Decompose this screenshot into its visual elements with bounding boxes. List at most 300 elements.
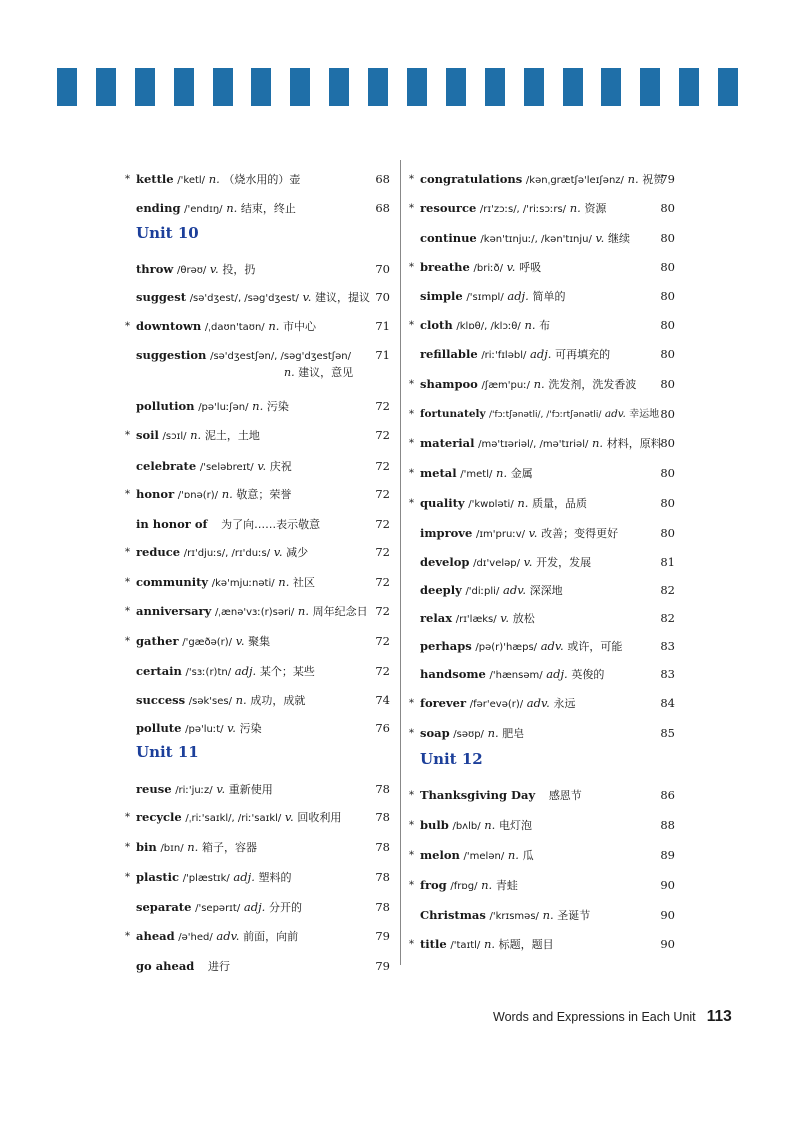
entry-part-of-speech: v.: [235, 634, 245, 648]
key-word-star-icon: *: [409, 698, 414, 709]
entry-word: pollute: [136, 721, 182, 735]
entry-meaning: 周年纪念日: [312, 605, 368, 618]
key-word-star-icon: *: [125, 606, 130, 617]
entry-part-of-speech: n.: [208, 172, 220, 186]
vocab-entry: [136, 262, 255, 278]
entry-phonetic: /'diːpli/: [465, 586, 500, 597]
vocab-entry: [136, 201, 296, 217]
entry-page-ref: 81: [660, 555, 675, 569]
page-footer: [493, 1006, 732, 1026]
vocab-entry: [136, 290, 370, 306]
entry-part-of-speech: n.: [487, 726, 499, 740]
entry-word: downtown: [136, 319, 202, 333]
entry-meaning: 质量，品质: [532, 497, 588, 510]
vocab-entry: [125, 545, 309, 561]
entry-phonetic: /'kwɒləti/: [468, 499, 514, 510]
entry-phonetic: /səʊp/: [453, 729, 484, 740]
vocab-entry: [125, 575, 315, 591]
entry-page-ref: 71: [375, 348, 390, 362]
entry-word: deeply: [420, 583, 462, 597]
entry-word: soap: [420, 726, 450, 740]
entry-phonetic: /'ketl/: [177, 175, 206, 186]
key-word-star-icon: *: [125, 812, 130, 823]
entry-part-of-speech: v.: [302, 290, 312, 304]
entry-part-of-speech: n.: [517, 496, 529, 510]
entry-meaning: 进行: [208, 960, 230, 973]
entry-part-of-speech: adj.: [530, 347, 552, 361]
entry-phonetic: /kənˌgrætʃə'leɪʃənz/: [525, 175, 624, 186]
entry-meaning: 继续: [607, 232, 630, 245]
key-word-star-icon: *: [409, 203, 414, 214]
vocab-entry: [409, 318, 551, 334]
entry-part-of-speech: n.: [496, 466, 508, 480]
column-divider: [400, 160, 401, 965]
entry-meaning: 分开的: [268, 901, 302, 914]
unit-12-heading: Unit 12: [420, 750, 483, 768]
key-word-star-icon: *: [409, 409, 414, 420]
entry-part-of-speech: n.: [235, 693, 247, 707]
entry-page-ref: 80: [660, 407, 675, 421]
key-word-star-icon: *: [409, 939, 414, 950]
entry-word: suggest: [136, 290, 187, 304]
entry-part-of-speech: n.: [278, 575, 290, 589]
entry-phonetic: /sə'dʒest/, /səg'dʒest/: [189, 293, 299, 304]
vocab-entry: [420, 611, 535, 627]
entry-word: relax: [420, 611, 453, 625]
entry-word: continue: [420, 231, 477, 245]
entry-meaning: 深深地: [529, 584, 563, 597]
entry-word: pollution: [136, 399, 195, 413]
header-stripe-block: [407, 68, 427, 106]
entry-page-ref: 80: [660, 201, 675, 215]
key-word-star-icon: *: [125, 636, 130, 647]
entry-part-of-speech: v.: [209, 262, 219, 276]
entry-phonetic: /θrəʊ/: [176, 265, 207, 276]
header-stripe-block: [601, 68, 621, 106]
entry-word: Christmas: [420, 908, 486, 922]
entry-meaning: 污染: [239, 722, 262, 735]
unit-11-heading: Unit 11: [136, 743, 199, 761]
vocab-entry: [136, 959, 230, 974]
entry-word: title: [420, 937, 447, 951]
entry-meaning: 结束，终止: [240, 202, 296, 215]
header-stripe-block: [96, 68, 116, 106]
entry-page-ref: 89: [660, 848, 675, 862]
footer-section-title: Words and Expressions in Each Unit: [493, 1010, 696, 1024]
entry-page-ref: 82: [660, 583, 675, 597]
entry-page-ref: 80: [660, 526, 675, 540]
entry-page-ref: 72: [375, 487, 390, 501]
entry-word: refillable: [420, 347, 478, 361]
entry-phonetic: /'sɪmpl/: [466, 292, 504, 303]
entry-part-of-speech: adv.: [216, 929, 240, 943]
entry-phonetic: /bɪn/: [160, 843, 184, 854]
key-word-star-icon: *: [125, 842, 130, 853]
entry-phonetic: /ɪm'pruːv/: [475, 529, 525, 540]
entry-meaning: 开发，发展: [536, 556, 592, 569]
key-word-star-icon: *: [409, 320, 414, 331]
entry-word: cloth: [420, 318, 453, 332]
entry-word: certain: [136, 664, 182, 678]
vocab-entry: [420, 231, 630, 247]
entry-phonetic: /ˌriː'saɪkl/, /riː'saɪkl/: [185, 813, 282, 824]
entry-word: celebrate: [136, 459, 197, 473]
entry-word: bulb: [420, 818, 449, 832]
entry-part-of-speech: n.: [524, 318, 536, 332]
entry-part-of-speech: n.: [533, 377, 545, 391]
entry-page-ref: 80: [660, 466, 675, 480]
entry-word: quality: [420, 496, 465, 510]
entry-page-ref: 72: [375, 517, 390, 531]
entry-word: soil: [136, 428, 159, 442]
entry-word: separate: [136, 900, 192, 914]
key-word-star-icon: *: [125, 489, 130, 500]
entry-meaning: 肥皂: [502, 727, 525, 740]
entry-page-ref: 90: [660, 937, 675, 951]
entry-part-of-speech: n.: [483, 937, 496, 951]
entry-meaning: 洗发剂，洗发香波: [548, 378, 637, 391]
entry-page-ref: 80: [660, 260, 675, 274]
key-word-star-icon: *: [125, 872, 130, 883]
entry-word: forever: [420, 696, 467, 710]
entry-phonetic: /'sepərɪt/: [195, 903, 241, 914]
entry-meaning: 祝贺: [642, 173, 665, 186]
entry-meaning: 敬意；荣誉: [236, 488, 292, 501]
page-number: 113: [706, 1008, 732, 1025]
entry-part-of-speech: v.: [506, 260, 516, 274]
entry-meaning: 重新使用: [228, 783, 273, 796]
entry-word: bin: [136, 840, 157, 854]
entry-page-ref: 78: [375, 810, 390, 824]
entry-meaning: 布: [539, 319, 551, 332]
entry-phonetic: /rɪ'læks/: [455, 614, 497, 625]
entry-page-ref: 79: [375, 959, 390, 973]
entry-phonetic: /ˌdaʊn'taʊn/: [204, 322, 265, 333]
vocab-entry: [409, 260, 542, 276]
entry-page-ref: 80: [660, 347, 675, 361]
entry-phonetic: /kə'mjuːnəti/: [211, 578, 275, 589]
entry-word: ahead: [136, 929, 175, 943]
entry-part-of-speech: n.: [484, 818, 496, 832]
vocab-entry: [136, 900, 302, 916]
vocab-entry: [136, 517, 320, 532]
entry-meaning: 减少: [286, 546, 309, 559]
header-stripe-block: [213, 68, 233, 106]
entry-phonetic: /rɪ'zɔːs/, /'riːsɔːrs/: [479, 204, 567, 215]
entry-page-ref: 78: [375, 840, 390, 854]
entry-meaning: 污染: [266, 400, 289, 413]
entry-meaning: 幸运地: [629, 409, 660, 420]
vocab-entry: [409, 726, 525, 742]
vocab-entry: [409, 496, 588, 512]
entry-part-of-speech: n.: [542, 908, 554, 922]
entry-meaning: 电灯泡: [498, 819, 532, 832]
entry-page-ref: 68: [375, 201, 390, 215]
entry-word: suggestion: [136, 348, 207, 362]
entry-phonetic: /pə'luːt/: [185, 724, 224, 735]
entry-page-ref: 79: [375, 929, 390, 943]
header-stripe-block: [446, 68, 466, 106]
entry-phonetic: /klɒθ/, /klɔːθ/: [456, 321, 521, 332]
entry-word: melon: [420, 848, 460, 862]
entry-part-of-speech: adj.: [233, 870, 255, 884]
entry-meaning: 感恩节: [548, 789, 582, 802]
entry-phonetic: /'taɪtl/: [450, 940, 481, 951]
entry-word: Thanksgiving Day: [420, 788, 536, 802]
key-word-star-icon: *: [409, 850, 414, 861]
entry-phonetic: /riː'fɪləbl/: [481, 350, 527, 361]
entry-page-ref: 72: [375, 428, 390, 442]
entry-page-ref: 82: [660, 611, 675, 625]
entry-word: simple: [420, 289, 463, 303]
entry-meaning: 聚集: [248, 635, 271, 648]
entry-meaning: 放松: [512, 612, 535, 625]
key-word-star-icon: *: [409, 498, 414, 509]
header-stripe-block: [290, 68, 310, 106]
entry-word: plastic: [136, 870, 180, 884]
entry-word: handsome: [420, 667, 486, 681]
entry-page-ref: 72: [375, 575, 390, 589]
entry-phonetic: /ə'hed/: [178, 932, 213, 943]
entry-page-ref: 79: [660, 172, 675, 186]
entry-meaning: 材料，原料: [606, 437, 662, 450]
entry-page-ref: 72: [375, 459, 390, 473]
entry-meaning: 呼吸: [519, 261, 542, 274]
vocab-entry: [125, 428, 260, 444]
key-word-star-icon: *: [409, 728, 414, 739]
entry-phonetic: /sə'dʒestʃən/, /səg'dʒestʃən/: [210, 351, 351, 362]
entry-word: honor: [136, 487, 175, 501]
key-word-star-icon: *: [125, 931, 130, 942]
key-word-star-icon: *: [125, 321, 130, 332]
entry-meaning: 回收利用: [297, 811, 342, 824]
vocab-entry: [420, 667, 604, 683]
entry-page-ref: 70: [375, 290, 390, 304]
vocab-entry: [409, 818, 532, 834]
vocab-entry: [409, 201, 607, 217]
key-word-star-icon: *: [409, 174, 414, 185]
entry-meaning: 改善；变得更好: [541, 527, 619, 540]
entry-part-of-speech: adj.: [546, 667, 568, 681]
entry-phonetic: /briːð/: [473, 263, 503, 274]
entry-page-ref: 80: [660, 377, 675, 391]
entry-part-of-speech: n.: [297, 604, 309, 618]
vocab-entry: [420, 289, 565, 305]
entry-phonetic: /sək'ses/: [188, 696, 232, 707]
entry-word: shampoo: [420, 377, 478, 391]
vocab-entry: [125, 487, 292, 503]
entry-phonetic: /fər'evə(r)/: [469, 699, 524, 710]
entry-word: go ahead: [136, 959, 195, 973]
entry-phonetic: /'endɪŋ/: [184, 204, 223, 215]
entry-page-ref: 78: [375, 870, 390, 884]
entry-part-of-speech: v.: [273, 545, 283, 559]
entry-meaning: 圣诞节: [557, 909, 591, 922]
key-word-star-icon: *: [409, 438, 414, 449]
entry-page-ref: 68: [375, 172, 390, 186]
key-word-star-icon: *: [409, 379, 414, 390]
vocab-entry: [136, 664, 315, 680]
header-stripe-block: [563, 68, 583, 106]
entry-word: throw: [136, 262, 174, 276]
entry-part-of-speech: v.: [227, 721, 236, 735]
header-stripe-block: [251, 68, 271, 106]
key-word-star-icon: *: [125, 577, 130, 588]
header-stripe-block: [718, 68, 738, 106]
vocab-entry: [125, 840, 257, 856]
vocab-entry: [409, 788, 582, 803]
entry-phonetic: /'gæðə(r)/: [182, 637, 233, 648]
entry-part-of-speech: n.: [481, 878, 493, 892]
entry-page-ref: 84: [660, 696, 675, 710]
entry-word: reduce: [136, 545, 181, 559]
entry-page-ref: 80: [660, 318, 675, 332]
entry-part-of-speech: adv.: [604, 408, 626, 420]
entry-phonetic: /dɪ'veləp/: [473, 558, 520, 569]
entry-page-ref: 90: [660, 908, 675, 922]
entry-phonetic: /'melən/: [463, 851, 505, 862]
entry-page-ref: 80: [660, 436, 675, 450]
entry-part-of-speech: v.: [284, 810, 294, 824]
vocab-entry: [420, 583, 563, 599]
entry-word: success: [136, 693, 186, 707]
entry-word: gather: [136, 634, 179, 648]
entry-page-ref: 86: [660, 788, 675, 802]
vocab-entry: [420, 526, 618, 542]
vocab-entry: [136, 693, 305, 709]
entry-phonetic: /'plæstɪk/: [182, 873, 230, 884]
key-word-star-icon: *: [409, 262, 414, 273]
entry-page-ref: 78: [375, 900, 390, 914]
key-word-star-icon: *: [125, 547, 130, 558]
entry-meaning: 泥土，土地: [204, 429, 260, 442]
entry-part-of-speech: n.: [252, 399, 264, 413]
entry-phonetic: /'ɒnə(r)/: [177, 490, 219, 501]
entry-page-ref: 76: [375, 721, 390, 735]
vocab-entry: [136, 348, 351, 364]
vocab-entry: [409, 937, 554, 953]
entry-meaning: 庆祝: [269, 460, 292, 473]
header-stripe-block: [135, 68, 155, 106]
header-stripe-block: [329, 68, 349, 106]
entry-word: improve: [420, 526, 473, 540]
vocab-entry: [125, 319, 317, 335]
entry-part-of-speech: adv.: [540, 639, 564, 653]
entry-word: material: [420, 436, 475, 450]
entry-part-of-speech: v.: [500, 611, 510, 625]
vocab-entry: [136, 459, 292, 475]
entry-page-ref: 71: [375, 319, 390, 333]
header-stripe-block: [524, 68, 544, 106]
entry-meaning: 建议，提议: [315, 291, 371, 304]
entry-word: reuse: [136, 782, 172, 796]
key-word-star-icon: *: [409, 790, 414, 801]
vocab-entry: [125, 870, 292, 886]
entry-part-of-speech: n.: [592, 436, 604, 450]
entry-page-ref: 72: [375, 545, 390, 559]
entry-meaning: 投，扔: [222, 263, 256, 276]
entry-phonetic: /mə'tɪəriəl/, /mə'tɪriəl/: [478, 439, 589, 450]
entry-meaning: 箱子，容器: [201, 841, 257, 854]
vocab-entry: [409, 172, 665, 188]
entry-part-of-speech: adj.: [234, 664, 257, 678]
vocab-entry: [409, 436, 662, 452]
entry-page-ref: 72: [375, 604, 390, 618]
vocab-entry: [409, 377, 637, 393]
header-stripe-block: [174, 68, 194, 106]
entry-part-of-speech: n.: [190, 428, 202, 442]
entry-word: develop: [420, 555, 470, 569]
entry-phonetic: /'fɔːtʃənətli/, /'fɔːrtʃənətli/: [488, 410, 602, 420]
entry-page-ref: 78: [375, 782, 390, 796]
entry-meaning: 青蛙: [495, 879, 518, 892]
entry-meaning: 成功，成就: [250, 694, 306, 707]
header-stripe-block: [368, 68, 388, 106]
entry-meaning: （烧水用的）壶: [223, 173, 301, 186]
entry-page-ref: 80: [660, 496, 675, 510]
vocab-entry: [136, 399, 289, 415]
entry-part-of-speech: n.: [187, 840, 199, 854]
entry-page-ref: 80: [660, 231, 675, 245]
entry-phonetic: /'sɜː(r)tn/: [185, 667, 232, 678]
top-stripe-band: [57, 68, 757, 106]
entry-page-ref: 88: [660, 818, 675, 832]
header-stripe-block: [640, 68, 660, 106]
vocab-entry: [409, 466, 533, 482]
entry-page-ref: 70: [375, 262, 390, 276]
entry-word: breathe: [420, 260, 470, 274]
entry-part-of-speech: v.: [257, 459, 267, 473]
entry-part-of-speech: adj.: [243, 900, 266, 914]
entry-phonetic: /riː'juːz/: [175, 785, 213, 796]
entry-part-of-speech: n.: [221, 487, 233, 501]
key-word-star-icon: *: [409, 880, 414, 891]
entry-meaning: 资源: [584, 202, 607, 215]
entry-meaning: 英俊的: [571, 668, 605, 681]
entry-meaning: 为了向……表示敬意: [221, 518, 321, 531]
vocab-entry: [125, 172, 301, 188]
entry-word: resource: [420, 201, 477, 215]
entry-phonetic: /pə'luːʃən/: [198, 402, 249, 413]
key-word-star-icon: *: [409, 468, 414, 479]
vocab-entry: [420, 555, 591, 571]
entry-word: ending: [136, 201, 181, 215]
entry-meaning: 某个；某些: [259, 665, 315, 678]
entry-part-of-speech: v.: [595, 231, 605, 245]
entry-word: frog: [420, 878, 447, 892]
vocab-entry: [125, 604, 368, 620]
entry-word: congratulations: [420, 172, 523, 186]
key-word-star-icon: *: [125, 430, 130, 441]
entry-word: community: [136, 575, 209, 589]
entry-part-of-speech: n.: [268, 319, 280, 333]
entry-word: in honor of: [136, 517, 208, 531]
entry-meaning: 市中心: [283, 320, 317, 333]
entry-phonetic: /ʃæm'puː/: [481, 380, 530, 391]
entry-page-ref: 72: [375, 664, 390, 678]
entry-word: kettle: [136, 172, 174, 186]
entry-meaning: 可再填充的: [555, 348, 611, 361]
entry-part-of-speech: v.: [216, 782, 226, 796]
entry-phonetic: /pə(r)'hæps/: [475, 642, 538, 653]
vocab-entry: [136, 782, 273, 798]
entry-phonetic: /sɔɪl/: [162, 431, 187, 442]
entry-part-of-speech: n.: [507, 848, 519, 862]
entry-page-ref: 83: [660, 639, 675, 653]
entry-page-ref: 83: [660, 667, 675, 681]
entry-word: fortunately: [420, 408, 486, 420]
entry-phonetic: /bʌlb/: [452, 821, 481, 832]
